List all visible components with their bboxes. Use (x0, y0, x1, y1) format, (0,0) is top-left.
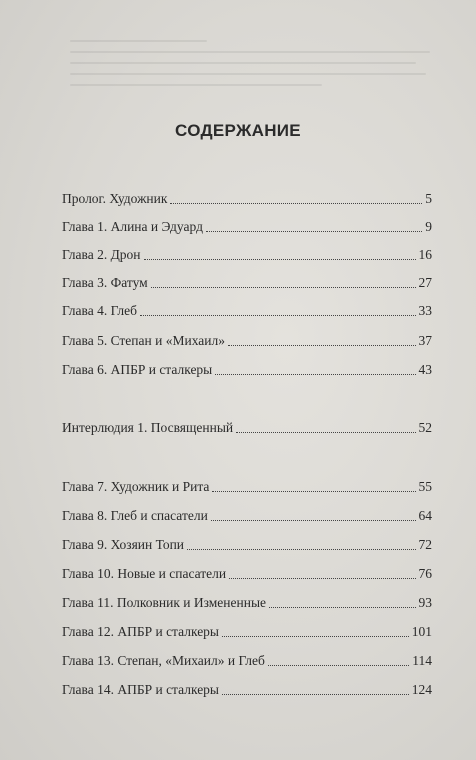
toc-entry-label: Глава 9. Хозяин Топи (62, 537, 185, 552)
toc-entry (62, 218, 432, 236)
toc-leader-dots (170, 203, 422, 204)
toc-entry-page: 16 (418, 247, 432, 262)
toc-entry-label: Глава 1. Алина и Эдуард (62, 219, 203, 234)
toc-entry-page: 64 (418, 508, 432, 523)
toc-leader-dots (222, 694, 409, 695)
toc-entry (62, 419, 432, 437)
toc-entry-label: Глава 5. Степан и «Михаил» (62, 333, 225, 348)
toc-leader-dots (229, 578, 415, 579)
toc-entry-page: 124 (411, 682, 432, 697)
toc-entry-label: Глава 8. Глеб и спасатели (62, 508, 208, 523)
toc-entry-label: Глава 13. Степан, «Михаил» и Глеб (62, 653, 265, 668)
page-title: СОДЕРЖАНИЕ (175, 121, 301, 140)
toc-entry-label: Глава 14. АПБР и сталкеры (62, 682, 220, 697)
toc-entry (62, 246, 432, 264)
toc-leader-dots (212, 491, 415, 492)
toc-entry-page: 101 (411, 624, 432, 639)
toc-entry-label: Глава 7. Художник и Рита (62, 479, 210, 494)
toc-leader-dots (268, 665, 409, 666)
bleed-through-text (70, 40, 430, 120)
toc-entry-page: 72 (418, 537, 432, 552)
toc-entry (62, 302, 432, 320)
toc-entry (62, 361, 432, 379)
toc-leader-dots (140, 315, 416, 316)
toc-entry-page: 9 (425, 219, 432, 234)
toc-leader-dots (228, 345, 416, 346)
toc-entry-page: 5 (425, 191, 432, 206)
toc-entry-page: 37 (418, 333, 432, 348)
toc-entry-page: 55 (418, 479, 432, 494)
toc-entry (62, 536, 432, 554)
toc-leader-dots (236, 432, 415, 433)
toc-entry (62, 332, 432, 350)
toc-entry-page: 76 (418, 566, 432, 581)
toc-entry (62, 681, 432, 699)
toc-entry-label: Глава 3. Фатум (62, 275, 148, 290)
toc-leader-dots (215, 374, 415, 375)
toc-entry-page: 33 (418, 303, 432, 318)
toc-leader-dots (144, 259, 416, 260)
toc-entry-label: Глава 4. Глеб (62, 303, 137, 318)
toc-leader-dots (187, 549, 415, 550)
toc-entry (62, 623, 432, 641)
toc-entry-label: Глава 10. Новые и спасатели (62, 566, 227, 581)
toc-leader-dots (211, 520, 416, 521)
toc-entry-page: 52 (418, 420, 432, 435)
toc-entry (62, 190, 432, 208)
toc-leader-dots (269, 607, 415, 608)
toc-entry-label: Глава 11. Полковник и Измененные (62, 595, 267, 610)
toc-leader-dots (151, 287, 416, 288)
toc-entry (62, 565, 432, 583)
toc-leader-dots (222, 636, 409, 637)
toc-leader-dots (206, 231, 422, 232)
toc-entry-page: 114 (412, 653, 432, 668)
toc-entry (62, 274, 432, 292)
toc-entry-page: 43 (418, 362, 432, 377)
toc-entry-label: Интерлюдия 1. Посвященный (62, 420, 234, 435)
toc-entry-label: Глава 2. Дрон (62, 247, 141, 262)
toc-entry (62, 478, 432, 496)
toc-entry (62, 507, 432, 525)
toc-entry-page: 27 (418, 275, 432, 290)
toc-entry (62, 594, 432, 612)
toc-entry (62, 652, 432, 670)
toc-entry-label: Пролог. Художник (62, 191, 168, 206)
toc-entry-page: 93 (418, 595, 432, 610)
toc-entry-label: Глава 12. АПБР и сталкеры (62, 624, 220, 639)
toc-entry-label: Глава 6. АПБР и сталкеры (62, 362, 213, 377)
